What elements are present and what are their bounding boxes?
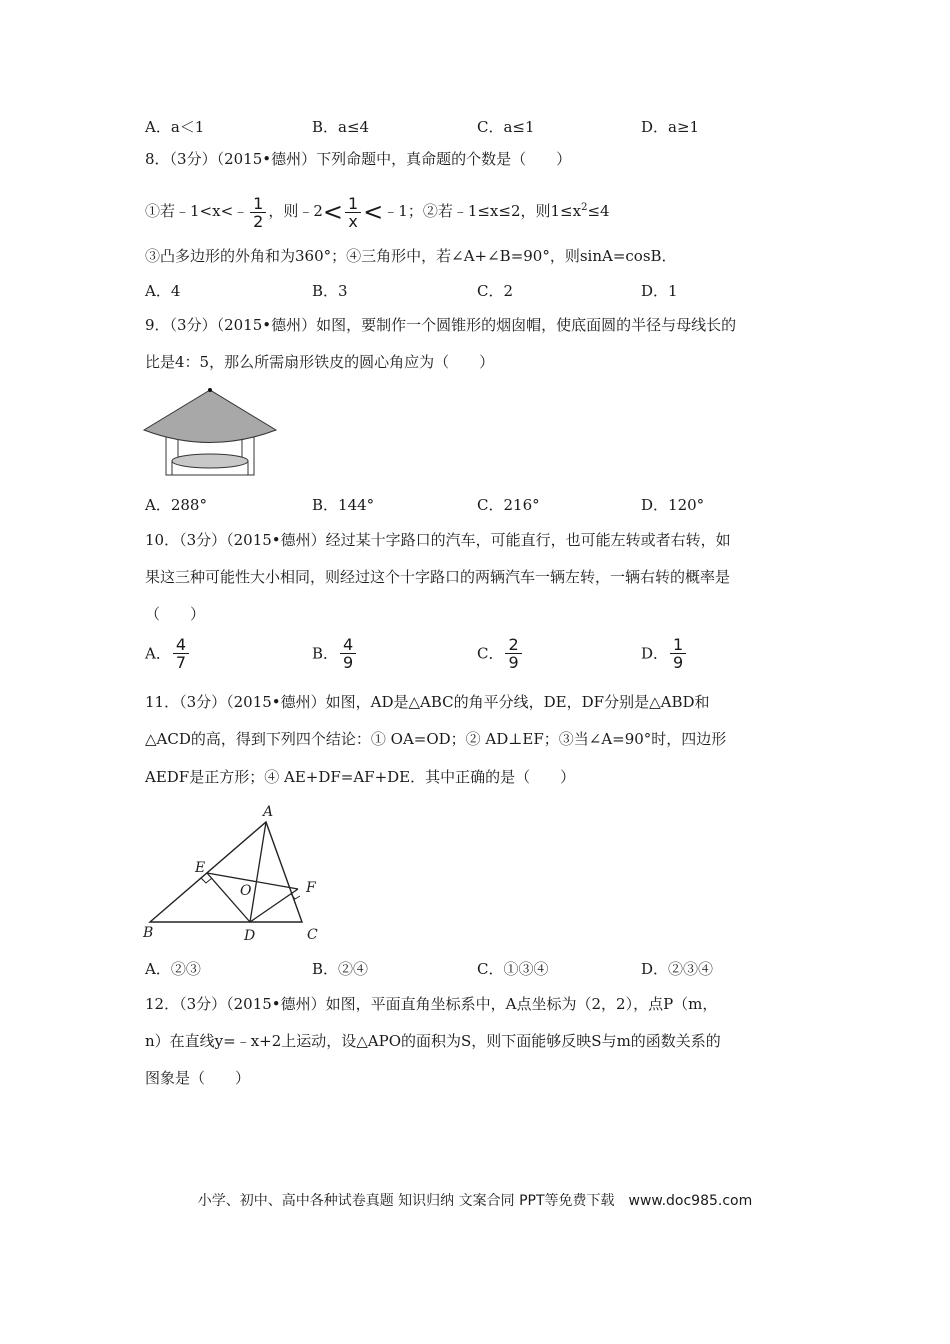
- q9-option-a: A．288°: [145, 496, 207, 514]
- q8-proposition-line2: ③凸多边形的外角和为360°；④三角形中，若∠A+∠B=90°，则sinA=cosB．: [145, 247, 677, 265]
- q12-stem-line3: 图象是（ ）: [145, 1069, 251, 1087]
- q11-triangle-abc: [150, 822, 302, 922]
- q11-label-e: E: [195, 860, 206, 876]
- q9-option-d: D．120°: [641, 496, 705, 514]
- q12-stem-line1: 12．（3分）（2015•德州）如图，平面直角坐标系中，A点坐标为（2，2），点P（m，: [145, 995, 718, 1013]
- q8-fraction-one-over-x: $\frac{1}{x}$: [345, 195, 361, 230]
- q11-triangle-figure: [140, 800, 340, 948]
- q11-label-f: F: [306, 880, 316, 896]
- q9-cone-sector: [144, 390, 276, 443]
- q8-fraction-half: $\frac{1}{2}$: [250, 195, 266, 230]
- q11-right-angle-e: [201, 878, 212, 883]
- q11-bisector-ad: [250, 822, 266, 922]
- q9-cone-apex: [208, 388, 212, 392]
- q11-label-d: D: [244, 928, 256, 944]
- q10-option-d: D． $\frac{1}{9}$: [641, 636, 688, 671]
- q9-cylinder-top-ellipse: [172, 454, 248, 468]
- q11-label-c: C: [307, 927, 318, 943]
- q7-option-a: A．a＜1: [145, 118, 205, 136]
- q7-option-d: D．a≥1: [641, 118, 700, 136]
- page-footer: 小学、初中、高中各种试卷真题 知识归纳 文案合同 PPT等免费下载 www.doc985.com: [197, 1193, 753, 1209]
- q11-option-d: D．②③④: [641, 960, 714, 978]
- q11-option-a: A．②③: [145, 960, 201, 978]
- q11-option-b: B．②④: [312, 960, 369, 978]
- q12-stem-line2: n）在直线y=﹣x+2上运动，设△APO的面积为S，则下面能够反映S与m的函数关系的: [145, 1032, 721, 1050]
- q10-stem-line1: 10．（3分）（2015•德州）经过某十字路口的汽车，可能直行，也可能左转或者右转，如: [145, 531, 731, 549]
- q10-option-c: C． $\frac{2}{9}$: [477, 636, 524, 671]
- q9-stem-line1: 9．（3分）（2015•德州）如图，要制作一个圆锥形的烟囱帽，使底面圆的半径与母线长的: [145, 316, 737, 334]
- q11-height-df: [250, 889, 298, 922]
- q10-stem-line2: 果这三种可能性大小相同，则经过这个十字路口的两辆汽车一辆左转，一辆右转的概率是: [145, 568, 731, 586]
- q8-stem: 8．（3分）（2015•德州）下列命题中，真命题的个数是（ ）: [145, 150, 572, 168]
- q9-chimney-cap-figure: [140, 385, 280, 480]
- q11-stem-line3: AEDF是正方形；④ AE+DF=AF+DE．其中正确的是（ ）: [145, 768, 576, 786]
- q10-stem-line3: （ ）: [145, 605, 206, 623]
- q11-stem-line1: 11．（3分）（2015•德州）如图，AD是△ABC的角平分线，DE，DF分别是△ABD和: [145, 693, 710, 711]
- q9-stem-line2: 比是4：5，那么所需扇形铁皮的圆心角应为（ ）: [145, 353, 495, 371]
- q9-option-b: B．144°: [312, 496, 375, 514]
- q9-option-c: C．216°: [477, 496, 540, 514]
- q11-label-b: B: [143, 925, 154, 941]
- q8-proposition-line1: ①若﹣1<x<﹣ $\frac{1}{2}$ ，则﹣2< $\frac{1}{x}$ <﹣1；②若﹣1≤x≤2，则$1\le x^2\le 4$: [145, 193, 610, 231]
- q10-option-b: B． $\frac{4}{9}$: [312, 636, 358, 671]
- q11-label-o: O: [240, 883, 252, 899]
- q8-option-d: D．1: [641, 282, 678, 300]
- q8-option-b: B．3: [312, 282, 348, 300]
- q7-option-c: C．a≤1: [477, 118, 535, 136]
- q7-option-b: B．a≤4: [312, 118, 370, 136]
- q10-option-a: A． $\frac{4}{7}$: [145, 636, 191, 671]
- q11-label-a: A: [263, 804, 274, 820]
- q8-option-c: C．2: [477, 282, 514, 300]
- q11-stem-line2: △ACD的高，得到下列四个结论：① OA=OD；② AD⊥EF；③当∠A=90°时，四边形: [145, 730, 727, 748]
- q11-segment-ef: [207, 873, 298, 889]
- q8-option-a: A．4: [145, 282, 181, 300]
- q11-option-c: C．①③④: [477, 960, 549, 978]
